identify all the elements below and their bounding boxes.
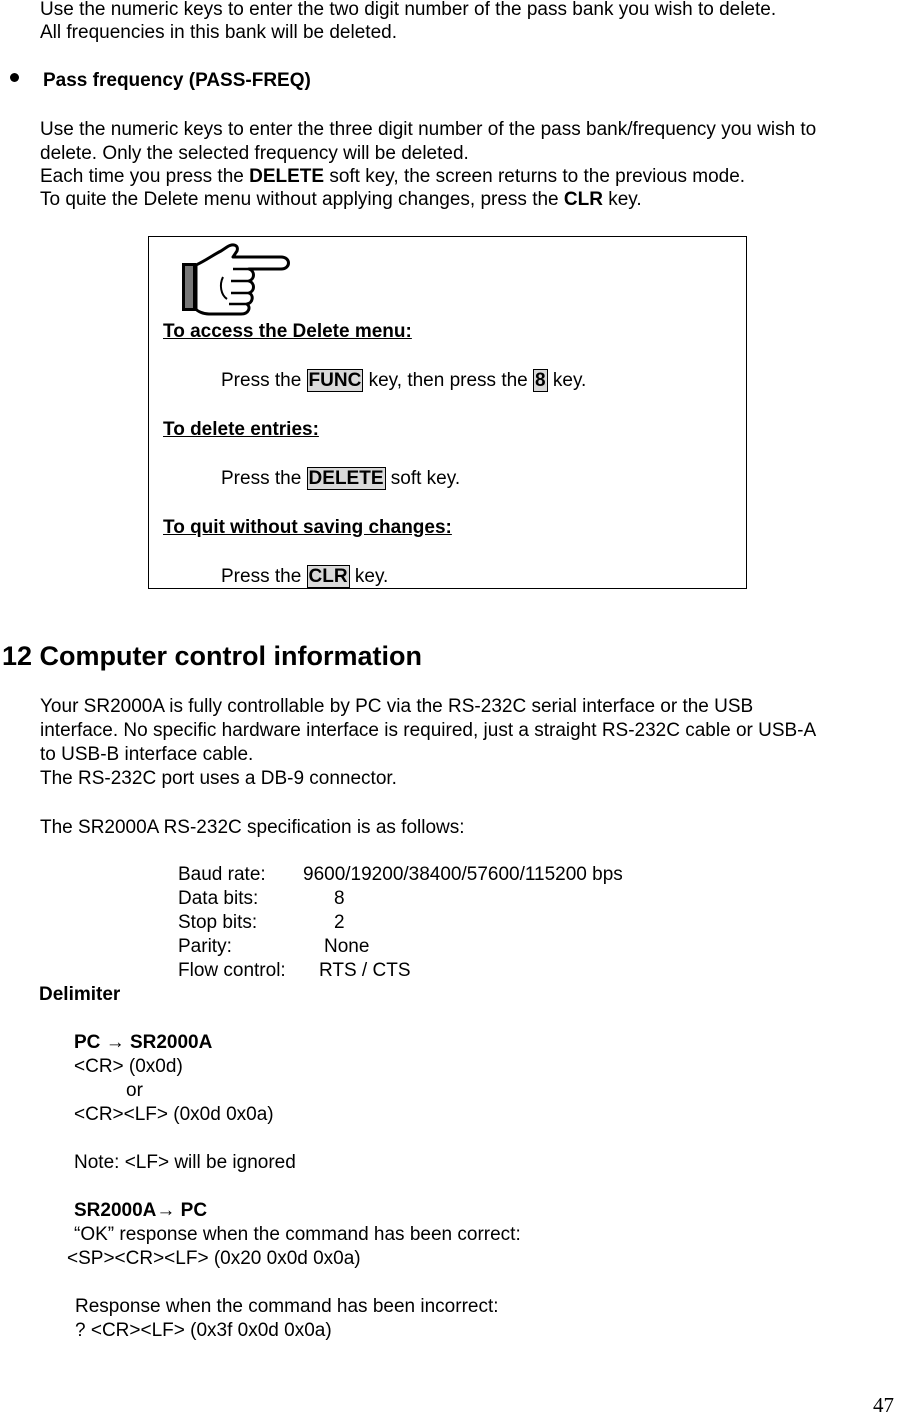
tip-box xyxy=(148,236,747,589)
arrow-right-icon: → xyxy=(105,1032,125,1053)
spec-intro: The SR2000A RS-232C specification is as follows: xyxy=(40,817,465,838)
bullet-icon xyxy=(10,73,19,82)
spec-value-data-bits: 8 xyxy=(334,888,345,909)
delimiter-heading: Delimiter xyxy=(39,984,121,1005)
text: key. xyxy=(349,566,389,587)
delete-heading: To delete entries: xyxy=(163,419,319,440)
delete-instruction xyxy=(221,467,460,491)
delimiter-or: or xyxy=(126,1080,143,1101)
spec-label-data-bits: Data bits: xyxy=(178,888,259,909)
text: key. xyxy=(602,189,642,210)
section-para-line-3: to USB-B interface cable. xyxy=(40,744,254,765)
text: PC xyxy=(74,1032,106,1053)
arrow-right-icon: → xyxy=(156,1200,176,1221)
text: soft key. xyxy=(385,468,461,489)
text: key. xyxy=(547,370,587,391)
pc-to-device-heading xyxy=(74,1031,212,1055)
pass-freq-line-4 xyxy=(40,188,642,212)
intro-line-1: Use the numeric keys to enter the two digit number of the pass bank you wish to delete. xyxy=(40,0,777,20)
pass-freq-line-1: Use the numeric keys to enter the three digit number of the pass bank/frequency you wish to xyxy=(40,119,817,140)
device-to-pc-heading xyxy=(74,1199,207,1223)
spec-label-parity: Parity: xyxy=(178,936,232,957)
spec-value-flow-control: RTS / CTS xyxy=(319,960,411,981)
spec-label-flow-control: Flow control: xyxy=(178,960,286,981)
section-para-line-2: interface. No specific hardware interface is required, just a straight RS-232C cable or USB-A xyxy=(40,720,817,741)
access-instruction xyxy=(221,369,586,393)
clr-key-ref: CLR xyxy=(563,189,603,210)
text: To quite the Delete menu without applying changes, press the xyxy=(40,189,564,210)
spec-value-baud: 9600/19200/38400/57600/115200 bps xyxy=(303,864,623,885)
ok-response-desc: “OK” response when the command has been correct: xyxy=(74,1224,521,1245)
pass-freq-line-2: delete. Only the selected frequency will be deleted. xyxy=(40,143,469,164)
clr-key: CLR xyxy=(308,566,348,587)
text: SR2000A xyxy=(74,1200,157,1221)
section-para-line-1: Your SR2000A is fully controllable by PC via the RS-232C serial interface or the USB xyxy=(40,696,754,717)
key-8: 8 xyxy=(535,370,546,391)
ok-response-code: <SP><CR><LF> (0x20 0x0d 0x0a) xyxy=(67,1248,361,1269)
delimiter-note: Note: <LF> will be ignored xyxy=(74,1152,296,1173)
spec-value-stop-bits: 2 xyxy=(334,912,345,933)
text: Press the xyxy=(221,370,307,391)
section-para-line-4: The RS-232C port uses a DB-9 connector. xyxy=(40,768,397,789)
spec-label-baud: Baud rate: xyxy=(178,864,266,885)
pointing-hand-icon xyxy=(179,239,291,317)
delete-key-ref: DELETE xyxy=(249,166,325,187)
text: Press the xyxy=(221,566,307,587)
delete-key: DELETE xyxy=(308,468,384,489)
error-response-code: ? <CR><LF> (0x3f 0x0d 0x0a) xyxy=(75,1320,332,1341)
delimiter-crlf: <CR><LF> (0x0d 0x0a) xyxy=(74,1104,274,1125)
text: SR2000A xyxy=(124,1032,213,1053)
pass-freq-line-3 xyxy=(40,165,745,189)
error-response-desc: Response when the command has been incorrect: xyxy=(75,1296,499,1317)
text: key, then press the xyxy=(363,370,534,391)
quit-heading: To quit without saving changes: xyxy=(163,517,452,538)
text: Press the xyxy=(221,468,307,489)
text: PC xyxy=(175,1200,208,1221)
text: soft key, the screen returns to the previous mode. xyxy=(324,166,746,187)
delimiter-cr: <CR> (0x0d) xyxy=(74,1056,183,1077)
spec-value-parity: None xyxy=(324,936,370,957)
text: Each time you press the xyxy=(40,166,250,187)
section-title: 12 Computer control information xyxy=(2,641,423,671)
quit-instruction xyxy=(221,565,388,589)
page-number: 47 xyxy=(873,1393,894,1417)
spec-label-stop-bits: Stop bits: xyxy=(178,912,258,933)
pass-freq-heading: Pass frequency (PASS-FREQ) xyxy=(43,70,311,91)
intro-line-2: All frequencies in this bank will be deleted. xyxy=(40,22,397,43)
func-key: FUNC xyxy=(308,370,362,391)
access-heading: To access the Delete menu: xyxy=(163,321,412,342)
